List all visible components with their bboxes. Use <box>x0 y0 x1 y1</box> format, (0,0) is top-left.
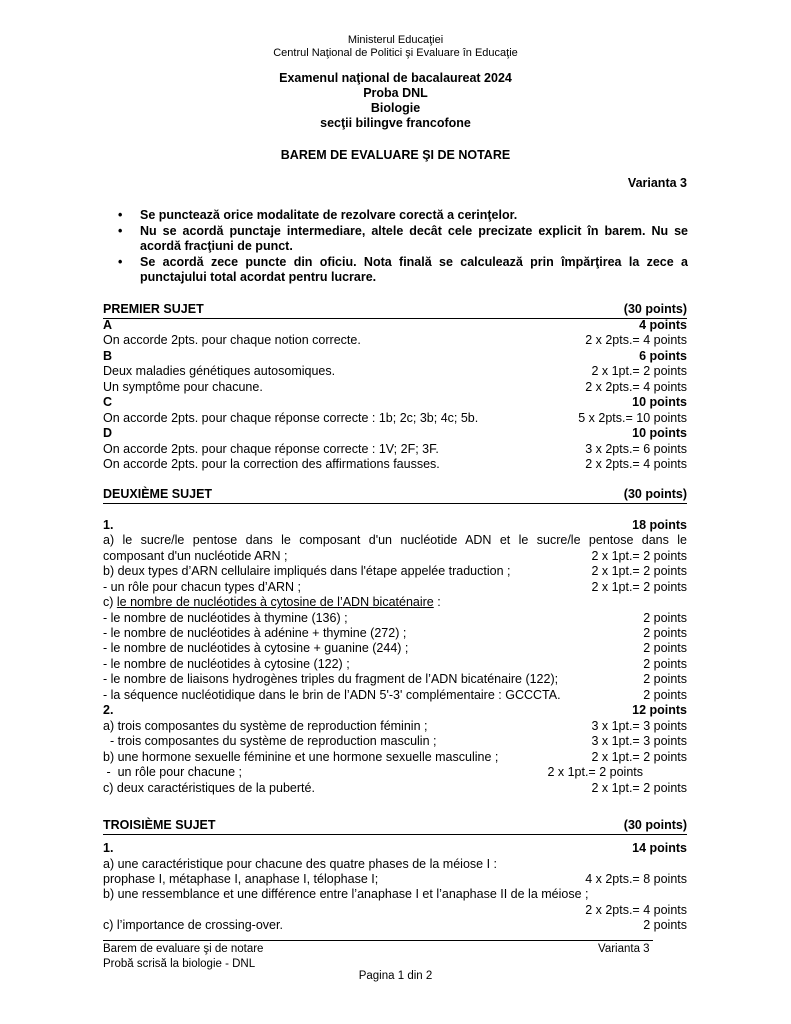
varianta-label: Varianta 3 <box>627 176 687 190</box>
section-heading-3: TROISIÈME SUJET (30 points) <box>103 818 687 835</box>
question-1c-item: - le nombre de liaisons hydrogènes triples du fragment de l’ADN bicaténaire (122); 2 points <box>103 672 687 686</box>
item-b-header: B 6 points <box>103 349 687 363</box>
question-2-item: a) trois composantes du système de reproduction féminin ; 3 x 1pt.= 3 points <box>103 719 687 733</box>
footer-variant: Varianta 3 <box>598 943 650 955</box>
question-1-header: 1. 18 points <box>103 518 687 532</box>
question-1b-points: 2 x 2pts.= 4 points <box>585 903 687 917</box>
item-c-line: On accorde 2pts. pour chaque réponse correcte : 1b; 2c; 3b; 4c; 5b. 5 x 2pts.= 10 points <box>103 411 687 425</box>
section-heading-1: PREMIER SUJET (30 points) <box>103 302 687 319</box>
item-b-line: Un symptôme pour chacune. 2 x 2pts.= 4 points <box>103 380 687 394</box>
question-1b-line: b) deux types d’ARN cellulaire impliqués dans l'étape appelée traduction ; 2 x 1pt.= 2 points <box>103 564 687 578</box>
bullet-icon: • <box>118 208 123 222</box>
section-heading-2: DEUXIÈME SUJET (30 points) <box>103 487 687 504</box>
item-a-header: A 4 points <box>103 318 687 332</box>
item-d-header: D 10 points <box>103 426 687 440</box>
item-c-header: C 10 points <box>103 395 687 409</box>
question-1c-item: - la séquence nucléotidique dans le brin de l’ADN 5'-3' complémentaire : GCCCTA. 2 points <box>103 688 687 702</box>
bullet-icon: • <box>118 254 123 269</box>
question-1a-line1: a) une caractéristique pour chacune des quatre phases de la méiose I : <box>103 857 497 871</box>
question-1c-item: - le nombre de nucléotides à adénine + thymine (272) ; 2 points <box>103 626 687 640</box>
question-1c-header: c) le nombre de nucléotides à cytosine de l’ADN bicaténaire : <box>103 595 441 609</box>
item-d-line: On accorde 2pts. pour chaque réponse correcte : 1V; 2F; 3F. 3 x 2pts.= 6 points <box>103 442 687 456</box>
question-1b-line: - un rôle pour chacun types d’ARN ; 2 x 1pt.= 2 points <box>103 580 687 594</box>
instruction-item: • Se acordă zece puncte din oficiu. Nota finală se calculează prin împărţirea la zece a punctajului total acordat pentru lucrare. <box>118 254 688 284</box>
exam-section: secţii bilingve francofone <box>320 116 471 130</box>
question-1c-line: c) l’importance de crossing-over. 2 points <box>103 918 687 932</box>
question-1a-line2: prophase I, métaphase I, anaphase I, télophase I; 4 x 2pts.= 8 points <box>103 872 687 886</box>
center-name: Centrul Naţional de Politici şi Evaluare în Educaţie <box>273 47 518 59</box>
instructions-list <box>118 208 688 286</box>
page-number: Pagina 1 din 2 <box>358 970 433 982</box>
exam-proba: Proba DNL <box>363 86 428 100</box>
footer-divider <box>103 940 653 941</box>
question-1b-line: b) une ressemblance et une différence entre l’anaphase I et l’anaphase II de la méiose ; <box>103 887 589 901</box>
barem-title: BAREM DE EVALUARE ŞI DE NOTARE <box>280 148 511 162</box>
item-b-line: Deux maladies génétiques autosomiques. 2 x 1pt.= 2 points <box>103 364 687 378</box>
instruction-item: • Se punctează orice modalitate de rezolvare corectă a cerinţelor. <box>118 208 518 222</box>
item-a-line: On accorde 2pts. pour chaque notion correcte. 2 x 2pts.= 4 points <box>103 333 687 347</box>
question-1c-item: - le nombre de nucléotides à cytosine (122) ; 2 points <box>103 657 687 671</box>
question-1a-line2: composant d'un nucléotide ARN ; 2 x 1pt.= 2 points <box>103 549 687 563</box>
question-2-item: c) deux caractéristiques de la puberté. 2 x 1pt.= 2 points <box>103 781 687 795</box>
exam-title: Examenul naţional de bacalaureat 2024 <box>279 71 512 85</box>
question-2-header: 2. 12 points <box>103 703 687 717</box>
question-2-item: b) une hormone sexuelle féminine et une hormone sexuelle masculine ; 2 x 1pt.= 2 points <box>103 750 687 764</box>
question-1c-item: - le nombre de nucléotides à cytosine + guanine (244) ; 2 points <box>103 641 687 655</box>
ministry-name: Ministerul Educaţiei <box>347 34 444 46</box>
question-1c-item: - le nombre de nucléotides à thymine (136) ; 2 points <box>103 611 687 625</box>
instruction-item: • Nu se acordă punctaje intermediare, altele decât cele precizate explicit în barem. Nu se acordă fracţiuni de punct. <box>118 223 688 253</box>
bullet-icon: • <box>118 223 123 238</box>
question-1a-line1: a) le sucre/le pentose dans le composant d'un nucléotide ADN et le sucre/le pentose dans le <box>103 533 687 547</box>
exam-subject: Biologie <box>370 101 421 115</box>
question-2-item: - trois composantes du système de reproduction masculin ; 3 x 1pt.= 3 points <box>103 734 687 748</box>
item-d-line: On accorde 2pts. pour la correction des affirmations fausses. 2 x 2pts.= 4 points <box>103 457 687 471</box>
question-1-header: 1. 14 points <box>103 841 687 855</box>
footer-left-2: Probă scrisă la biologie - DNL <box>103 958 256 970</box>
question-2-item: - un rôle pour chacune ; 2 x 1pt.= 2 points <box>103 765 643 779</box>
footer-left-1: Barem de evaluare şi de notare <box>103 943 264 955</box>
